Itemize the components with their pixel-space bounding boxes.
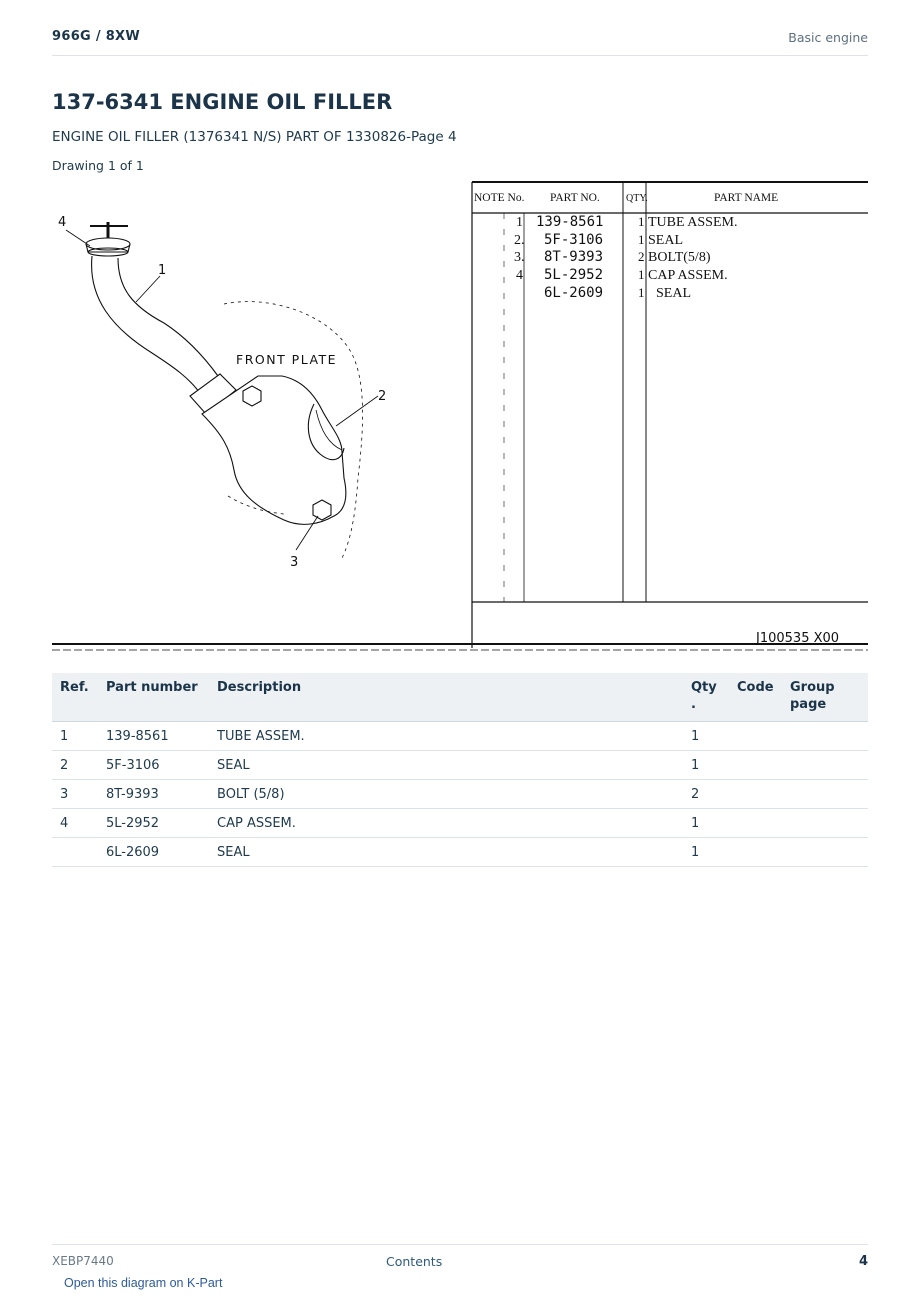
svg-text:1: 1 (638, 267, 645, 282)
svg-text:1: 1 (638, 285, 645, 300)
header-part-name: PART NAME (714, 192, 779, 204)
document-id: XEBP7440 (52, 1254, 114, 1268)
col-part-number: Part number (98, 673, 209, 722)
filler-tube-icon (92, 256, 236, 414)
table-row: 2 5F-3106 SEAL 1 (52, 751, 868, 780)
svg-text:3.: 3. (514, 250, 525, 265)
page-header (52, 28, 868, 56)
svg-text:6L-2609: 6L-2609 (544, 285, 604, 301)
drawing-row-5 (544, 285, 691, 301)
col-group-page: Group page (782, 673, 868, 722)
section-name: Basic engine (788, 30, 868, 45)
drawing-row-3 (514, 249, 711, 265)
filler-cap-icon (86, 222, 130, 256)
page-subtitle: ENGINE OIL FILLER (1376341 N/S) PART OF 1330826-Page 4 (52, 129, 457, 145)
callout-3: 3 (290, 555, 299, 570)
drawing-parts-table (52, 182, 868, 650)
header-qty: QTY. (626, 193, 648, 204)
col-description: Description (209, 673, 683, 722)
header-note-no: NOTE No. (474, 192, 525, 204)
svg-text:5F-3106: 5F-3106 (544, 232, 604, 248)
svg-text:TUBE ASSEM.: TUBE ASSEM. (648, 215, 738, 230)
contents-link[interactable]: Contents (386, 1254, 443, 1269)
svg-text:1: 1 (638, 232, 645, 247)
machine-model: 966G / 8XW (52, 29, 141, 44)
svg-text:CAP ASSEM.: CAP ASSEM. (648, 268, 728, 283)
page-number: 4 (858, 1254, 868, 1269)
col-ref: Ref. (52, 673, 98, 722)
callout-1: 1 (158, 263, 167, 278)
svg-text:BOLT(5/8): BOLT(5/8) (648, 250, 711, 265)
table-row: 3 8T-9393 BOLT (5/8) 2 (52, 780, 868, 809)
svg-text:4: 4 (516, 268, 523, 283)
svg-text:SEAL: SEAL (648, 233, 683, 248)
svg-text:1: 1 (516, 215, 523, 230)
svg-text:8T-9393: 8T-9393 (544, 249, 604, 265)
open-in-kpart-link[interactable]: Open this diagram on K-Part (64, 1276, 223, 1290)
table-row: 1 139-8561 TUBE ASSEM. 1 (52, 722, 868, 751)
drawing-code: J100535 X00 (756, 631, 840, 646)
svg-text:2: 2 (638, 249, 645, 264)
oil-filler-illustration (66, 222, 378, 558)
page-footer (52, 1244, 868, 1274)
svg-text:2.: 2. (514, 233, 525, 248)
svg-text:5L-2952: 5L-2952 (544, 267, 604, 283)
table-row: 6L-2609 SEAL 1 (52, 838, 868, 867)
front-plate-label: FRONT PLATE (236, 352, 338, 367)
drawing-row-4 (516, 267, 728, 283)
parts-drawing (52, 178, 868, 656)
col-qty: Qty . (683, 673, 729, 722)
drawing-count-label: Drawing 1 of 1 (52, 158, 144, 173)
callout-2: 2 (378, 389, 387, 404)
parts-drawing-svg (52, 178, 868, 656)
svg-text:139-8561: 139-8561 (536, 214, 604, 230)
page-title: 137-6341 ENGINE OIL FILLER (52, 90, 393, 114)
drawing-row-2 (514, 232, 683, 248)
svg-text:1: 1 (638, 214, 645, 229)
callout-4: 4 (58, 215, 67, 230)
parts-table-header (52, 673, 868, 722)
table-row: 4 5L-2952 CAP ASSEM. 1 (52, 809, 868, 838)
header-part-no: PART NO. (550, 192, 600, 204)
parts-table (52, 673, 868, 867)
drawing-row-1 (516, 214, 737, 230)
svg-text:SEAL: SEAL (656, 286, 691, 301)
col-code: Code (729, 673, 782, 722)
